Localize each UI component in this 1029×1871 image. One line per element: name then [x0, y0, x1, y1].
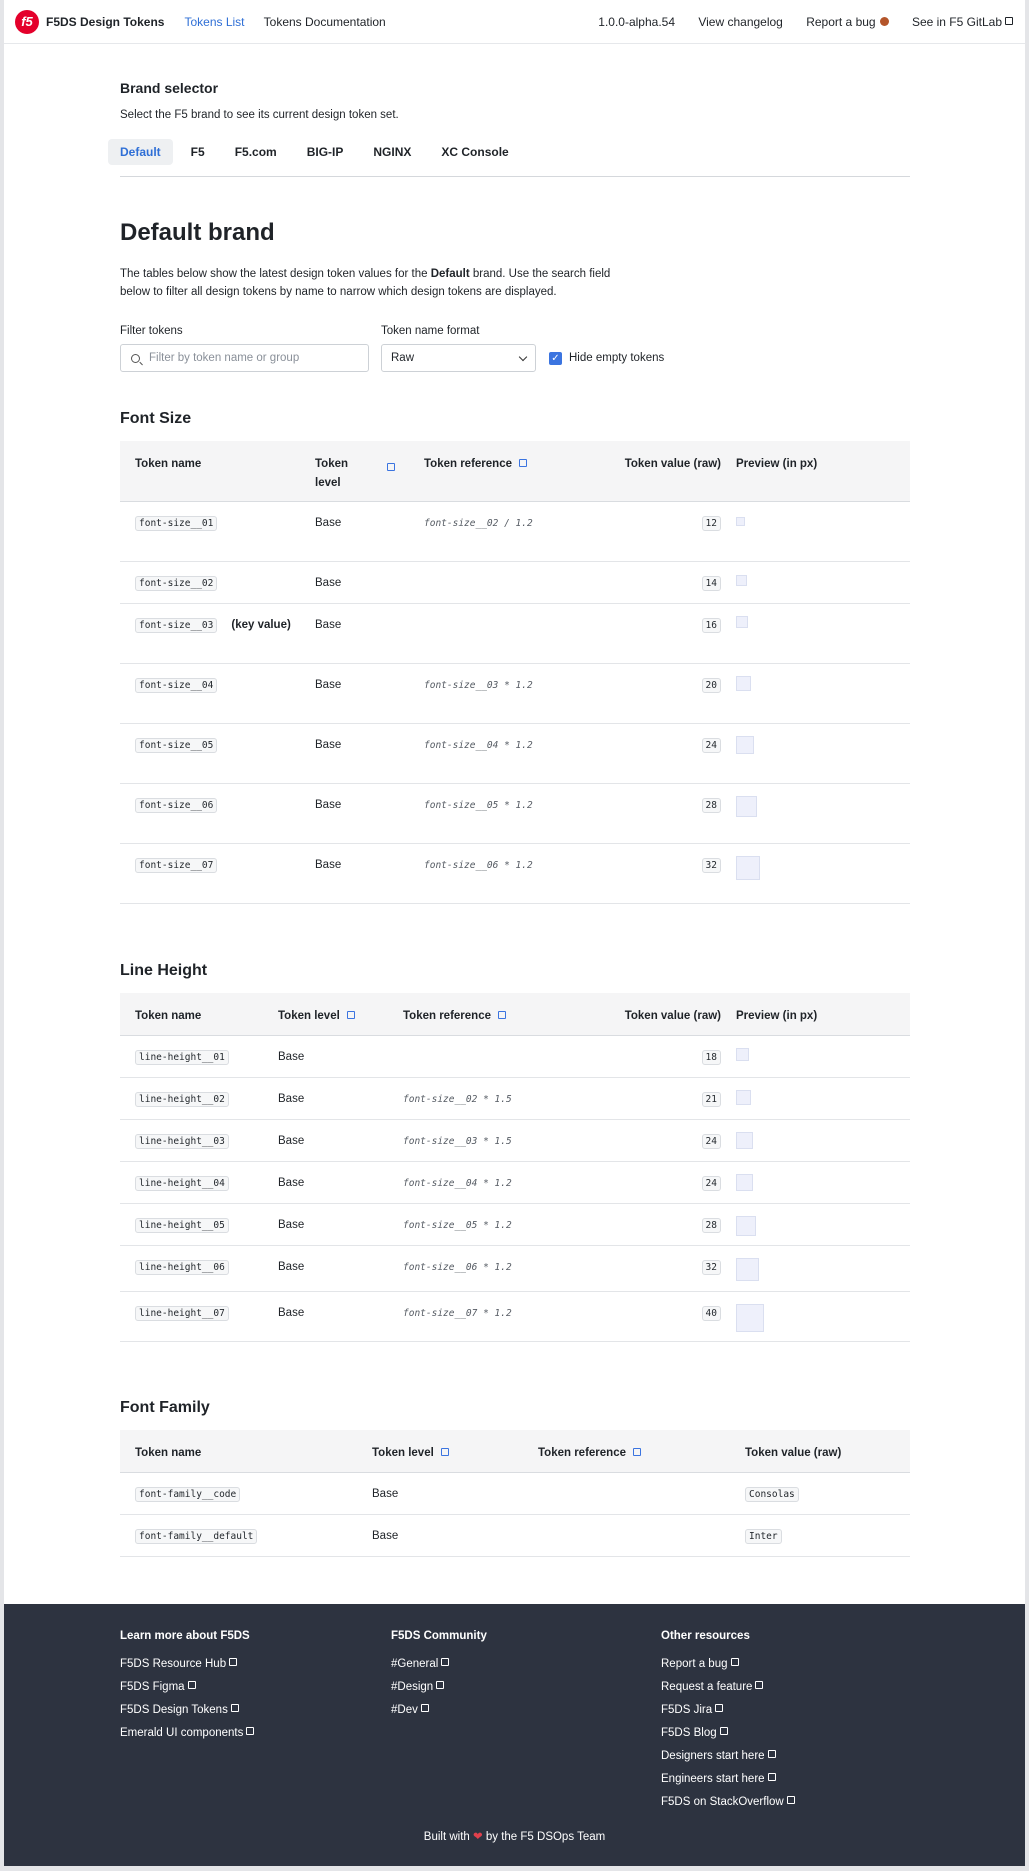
font-size-title: Font Size	[120, 410, 192, 427]
preview-swatch	[736, 856, 760, 880]
preview-cell	[721, 603, 910, 663]
table-row	[120, 1161, 910, 1203]
col-token-level-label: Token level	[315, 458, 349, 489]
token-reference: font-size__05 * 1.2	[403, 1219, 512, 1231]
intro-bold: Default	[430, 268, 470, 280]
format-value: Raw	[391, 352, 415, 364]
token-value-cell	[601, 1119, 721, 1161]
token-value: 20	[702, 678, 721, 693]
token-value-cell	[730, 1514, 910, 1556]
token-ref-cell	[523, 1472, 730, 1514]
token-reference: font-size__05 * 1.2	[424, 799, 533, 811]
token-level: Base	[300, 783, 409, 843]
table-row	[120, 1077, 910, 1119]
footer-link[interactable]: Designers start here	[661, 1749, 795, 1764]
external-link-icon	[229, 1658, 237, 1666]
token-level: Base	[300, 723, 409, 783]
token-level: Base	[263, 1035, 388, 1077]
divider	[120, 176, 910, 177]
table-row	[120, 1119, 910, 1161]
preview-cell	[721, 723, 910, 783]
filter-group	[120, 325, 381, 372]
brand-selector-description: Select the F5 brand to see its current design token set.	[120, 109, 399, 121]
footer-heading: Learn more about F5DS	[120, 1630, 250, 1642]
token-reference: font-size__04 * 1.2	[424, 739, 533, 751]
external-link-icon	[246, 1727, 254, 1735]
token-level: Base	[263, 1161, 388, 1203]
header-links	[578, 15, 1013, 29]
preview-cell	[721, 783, 910, 843]
brand-tabs	[108, 139, 910, 165]
col-token-reference	[388, 993, 601, 1035]
preview-swatch	[736, 676, 751, 691]
format-select[interactable]	[381, 344, 536, 372]
line-height-title: Line Height	[120, 962, 208, 979]
footer-link[interactable]: F5DS on StackOverflow	[661, 1795, 795, 1810]
footer-link[interactable]: Emerald UI components	[120, 1726, 254, 1741]
font-family-title: Font Family	[120, 1399, 210, 1416]
col-token-level-label: Token level	[372, 1447, 434, 1459]
footer-heading: Other resources	[661, 1630, 750, 1642]
table-row	[120, 843, 910, 903]
token-name-cell	[120, 723, 300, 783]
col-token-reference-label: Token reference	[403, 1010, 491, 1022]
preview-cell	[721, 1245, 910, 1291]
token-level: Base	[357, 1514, 523, 1556]
token-ref-cell	[409, 843, 601, 903]
token-level: Base	[263, 1119, 388, 1161]
intro-text	[120, 265, 630, 301]
credit-pre: Built with	[423, 1831, 470, 1843]
footer-col-learn	[120, 1630, 254, 1749]
table-header	[120, 441, 910, 501]
preview-cell	[721, 1203, 910, 1245]
hide-empty-toggle[interactable]	[549, 344, 664, 372]
col-token-reference-label: Token reference	[424, 458, 512, 470]
token-name-cell	[120, 561, 300, 603]
token-name[interactable]: font-family__code	[135, 1487, 240, 1502]
external-link-icon	[755, 1681, 763, 1689]
version-link[interactable]: 1.0.0-alpha.54	[598, 14, 675, 29]
col-token-value: Token value (raw)	[601, 993, 721, 1035]
token-reference: font-size__06 * 1.2	[403, 1261, 512, 1273]
token-level: Base	[263, 1203, 388, 1245]
token-value: 12	[702, 516, 721, 531]
token-value: 21	[702, 1092, 721, 1107]
token-name-cell	[120, 1119, 263, 1161]
col-token-level	[357, 1430, 523, 1472]
token-name[interactable]: line-height__07	[135, 1306, 229, 1321]
token-name[interactable]: line-height__02	[135, 1092, 229, 1107]
token-name-cell	[120, 843, 300, 903]
footer-link[interactable]: F5DS Blog	[661, 1726, 795, 1741]
token-value: 24	[702, 1134, 721, 1149]
footer-link[interactable]: Engineers start here	[661, 1772, 795, 1787]
font-size-section	[120, 410, 910, 904]
token-name-cell	[120, 501, 300, 561]
top-navigation	[4, 0, 1025, 44]
token-reference: font-size__04 * 1.2	[403, 1177, 512, 1189]
token-value-cell	[601, 843, 721, 903]
nav-tokens-documentation[interactable]: Tokens Documentation	[263, 14, 386, 29]
col-token-value: Token value (raw)	[601, 441, 721, 501]
brand-selector-title: Brand selector	[120, 80, 219, 96]
token-name[interactable]: line-height__03	[135, 1134, 229, 1149]
col-token-reference	[409, 441, 601, 501]
footer	[4, 1604, 1025, 1866]
table-header	[120, 993, 910, 1035]
token-value-cell	[601, 723, 721, 783]
footer-link[interactable]: Request a feature	[661, 1680, 795, 1695]
hide-empty-label: Hide empty tokens	[569, 352, 665, 364]
intro-post: brand. Use the search field below to filter all design tokens by name to narrow which design tokens are displayed.	[120, 268, 611, 298]
external-link-icon	[731, 1658, 739, 1666]
col-token-value: Token value (raw)	[730, 1430, 910, 1472]
token-name-cell	[120, 1472, 357, 1514]
col-token-name: Token name	[120, 993, 263, 1035]
token-value: 32	[702, 1260, 721, 1275]
token-value: Inter	[745, 1529, 782, 1544]
preview-swatch	[736, 796, 757, 817]
info-link-icon[interactable]	[347, 1011, 355, 1019]
token-ref-cell	[409, 783, 601, 843]
table-row	[120, 783, 910, 843]
token-reference: font-size__07 * 1.2	[403, 1307, 512, 1319]
token-value: 32	[702, 858, 721, 873]
tab-big-ip[interactable]: BIG-IP	[306, 145, 344, 159]
font-family-table	[120, 1430, 910, 1557]
info-link-icon[interactable]	[387, 463, 395, 471]
token-value-cell	[601, 501, 721, 561]
token-ref-cell	[409, 603, 601, 663]
col-token-level-label: Token level	[278, 1010, 340, 1022]
token-level: Base	[263, 1291, 388, 1341]
table-row	[120, 663, 910, 723]
token-value: 14	[702, 576, 721, 591]
format-group	[381, 325, 536, 372]
info-link-icon[interactable]	[633, 1448, 641, 1456]
tab-default[interactable]: Default	[108, 139, 173, 165]
bug-icon	[880, 17, 889, 26]
token-name-cell	[120, 1161, 263, 1203]
preview-swatch	[736, 517, 745, 526]
token-level: Base	[300, 663, 409, 723]
preview-swatch	[736, 575, 747, 586]
footer-link[interactable]: #Design	[391, 1680, 487, 1695]
token-reference: font-size__06 * 1.2	[424, 859, 533, 871]
token-value-cell	[601, 1203, 721, 1245]
preview-cell	[721, 561, 910, 603]
footer-link[interactable]: F5DS Design Tokens	[120, 1703, 254, 1718]
token-name[interactable]: font-size__06	[135, 798, 217, 813]
tab-f5[interactable]: F5	[190, 145, 205, 159]
table-row	[120, 1472, 910, 1514]
col-token-name: Token name	[120, 441, 300, 501]
token-value-cell	[601, 1291, 721, 1341]
external-link-icon	[421, 1704, 429, 1712]
table-row	[120, 1291, 910, 1341]
table-row	[120, 1514, 910, 1556]
search-icon	[131, 354, 140, 363]
table-row	[120, 603, 910, 663]
preview-cell	[721, 1077, 910, 1119]
token-value: 24	[702, 1176, 721, 1191]
footer-heading: F5DS Community	[391, 1630, 487, 1642]
col-token-name: Token name	[120, 1430, 357, 1472]
token-ref-cell	[409, 723, 601, 783]
token-value-cell	[601, 561, 721, 603]
col-preview: Preview (in px)	[721, 441, 910, 501]
main-nav	[184, 15, 401, 29]
footer-link[interactable]: F5DS Jira	[661, 1703, 795, 1718]
tab-f5com[interactable]: F5.com	[234, 145, 277, 159]
nav-tokens-list[interactable]: Tokens List	[184, 14, 245, 29]
preview-cell	[721, 501, 910, 561]
token-name[interactable]: font-size__03	[135, 618, 217, 633]
footer-link[interactable]: Report a bug	[661, 1657, 795, 1672]
table-row	[120, 501, 910, 561]
external-link-icon	[768, 1750, 776, 1758]
gitlab-label: See in F5 GitLab	[911, 14, 1002, 29]
tab-xc-console[interactable]: XC Console	[441, 145, 509, 159]
external-link-icon	[1005, 17, 1013, 25]
filter-placeholder: Filter by token name or group	[149, 352, 300, 364]
token-ref-cell	[388, 1203, 601, 1245]
token-name[interactable]: font-size__04	[135, 678, 217, 693]
external-link-icon	[441, 1658, 449, 1666]
external-link-icon	[787, 1796, 795, 1804]
preview-cell	[721, 843, 910, 903]
font-size-table	[120, 441, 910, 904]
token-ref-cell	[523, 1514, 730, 1556]
token-ref-cell	[388, 1035, 601, 1077]
token-name[interactable]: font-size__07	[135, 858, 217, 873]
token-value-cell	[601, 663, 721, 723]
token-ref-cell	[409, 663, 601, 723]
token-name-cell	[120, 1291, 263, 1341]
token-name[interactable]: line-height__04	[135, 1176, 229, 1191]
key-value-label: (key value)	[231, 618, 291, 631]
footer-credit	[4, 1829, 1025, 1843]
token-reference: font-size__03 * 1.2	[424, 679, 533, 691]
chevron-down-icon	[519, 352, 527, 360]
col-token-reference	[523, 1430, 730, 1472]
token-value-cell	[601, 603, 721, 663]
token-reference: font-size__02 / 1.2	[424, 517, 533, 529]
preview-cell	[721, 1161, 910, 1203]
token-level: Base	[357, 1472, 523, 1514]
heart-icon: ❤	[473, 1831, 483, 1843]
external-link-icon	[188, 1681, 196, 1689]
token-value-cell	[601, 1077, 721, 1119]
token-value: 40	[702, 1306, 721, 1321]
footer-col-resources	[661, 1630, 795, 1818]
token-value: Consolas	[745, 1487, 799, 1502]
token-value-cell	[601, 783, 721, 843]
token-reference: font-size__03 * 1.5	[403, 1135, 512, 1147]
page-title: Default brand	[120, 219, 275, 246]
info-link-icon[interactable]	[441, 1448, 449, 1456]
table-row	[120, 561, 910, 603]
col-preview: Preview (in px)	[721, 993, 910, 1035]
token-name-cell	[120, 1077, 263, 1119]
preview-cell	[721, 663, 910, 723]
token-name-cell	[120, 1245, 263, 1291]
token-ref-cell	[388, 1119, 601, 1161]
table-header	[120, 1430, 910, 1472]
brand-selector	[120, 80, 910, 177]
tab-nginx[interactable]: NGINX	[373, 145, 412, 159]
token-name[interactable]: font-size__05	[135, 738, 217, 753]
token-value: 16	[702, 618, 721, 633]
token-name[interactable]: line-height__06	[135, 1260, 229, 1275]
external-link-icon	[720, 1727, 728, 1735]
external-link-icon	[715, 1704, 723, 1712]
token-value: 28	[702, 798, 721, 813]
format-label: Token name format	[381, 325, 480, 337]
f5-logo-icon[interactable]: f5	[15, 10, 39, 34]
token-value: 18	[702, 1050, 721, 1065]
token-value: 28	[702, 1218, 721, 1233]
footer-col-community	[391, 1630, 487, 1726]
token-value: 24	[702, 738, 721, 753]
filter-label: Filter tokens	[120, 325, 183, 337]
token-ref-cell	[388, 1291, 601, 1341]
token-ref-cell	[388, 1245, 601, 1291]
token-name[interactable]: font-size__01	[135, 516, 217, 531]
preview-swatch	[736, 1048, 749, 1061]
token-name-cell	[120, 1035, 263, 1077]
token-value-cell	[601, 1035, 721, 1077]
gitlab-link[interactable]	[912, 15, 1013, 29]
token-value-cell	[601, 1245, 721, 1291]
preview-swatch	[736, 1132, 753, 1149]
token-ref-cell	[388, 1077, 601, 1119]
footer-link[interactable]: #Dev	[391, 1703, 487, 1718]
token-name-cell	[120, 603, 300, 663]
token-value-cell	[601, 1161, 721, 1203]
preview-cell	[721, 1119, 910, 1161]
token-name[interactable]: line-height__01	[135, 1050, 229, 1065]
token-level: Base	[300, 843, 409, 903]
token-value-cell	[730, 1472, 910, 1514]
token-ref-cell	[388, 1161, 601, 1203]
line-height-table	[120, 993, 910, 1342]
filters	[120, 325, 910, 372]
token-name[interactable]: line-height__05	[135, 1218, 229, 1233]
font-family-section	[120, 1399, 910, 1557]
site-title[interactable]: F5DS Design Tokens	[46, 14, 165, 29]
footer-link[interactable]: #General	[391, 1657, 487, 1672]
footer-link[interactable]: F5DS Resource Hub	[120, 1657, 254, 1672]
token-ref-cell	[409, 561, 601, 603]
col-token-reference-label: Token reference	[538, 1447, 626, 1459]
report-bug-link[interactable]	[806, 15, 888, 29]
preview-swatch	[736, 736, 754, 754]
credit-post: by the F5 DSOps Team	[485, 1831, 606, 1843]
footer-link[interactable]: F5DS Figma	[120, 1680, 254, 1695]
preview-swatch	[736, 1216, 756, 1236]
external-link-icon	[436, 1681, 444, 1689]
info-link-icon[interactable]	[498, 1011, 506, 1019]
table-row	[120, 1035, 910, 1077]
token-level: Base	[263, 1077, 388, 1119]
report-bug-label: Report a bug	[806, 14, 876, 29]
token-name-cell	[120, 1203, 263, 1245]
changelog-link[interactable]: View changelog	[698, 14, 783, 29]
token-level: Base	[300, 603, 409, 663]
page	[4, 0, 1025, 1866]
info-link-icon[interactable]	[519, 459, 527, 467]
token-level: Base	[263, 1245, 388, 1291]
main-intro	[120, 219, 910, 372]
col-token-level	[300, 441, 409, 501]
table-row	[120, 1245, 910, 1291]
table-row	[120, 723, 910, 783]
preview-swatch	[736, 1174, 753, 1191]
intro-pre: The tables below show the latest design token values for the	[120, 268, 431, 280]
token-ref-cell	[409, 501, 601, 561]
token-name-cell	[120, 1514, 357, 1556]
token-reference: font-size__02 * 1.5	[403, 1093, 512, 1105]
checkbox-checked-icon[interactable]: ✓	[549, 352, 562, 365]
token-level: Base	[300, 501, 409, 561]
external-link-icon	[768, 1773, 776, 1781]
col-token-level	[263, 993, 388, 1035]
preview-swatch	[736, 616, 748, 628]
preview-swatch	[736, 1258, 759, 1281]
filter-input[interactable]	[120, 344, 369, 372]
preview-swatch	[736, 1090, 751, 1105]
preview-cell	[721, 1035, 910, 1077]
table-row	[120, 1203, 910, 1245]
external-link-icon	[231, 1704, 239, 1712]
token-name[interactable]: font-family__default	[135, 1529, 257, 1544]
token-name-cell	[120, 783, 300, 843]
token-name[interactable]: font-size__02	[135, 576, 217, 591]
preview-swatch	[736, 1304, 764, 1332]
line-height-section	[120, 962, 910, 1342]
token-level: Base	[300, 561, 409, 603]
token-name-cell	[120, 663, 300, 723]
preview-cell	[721, 1291, 910, 1341]
